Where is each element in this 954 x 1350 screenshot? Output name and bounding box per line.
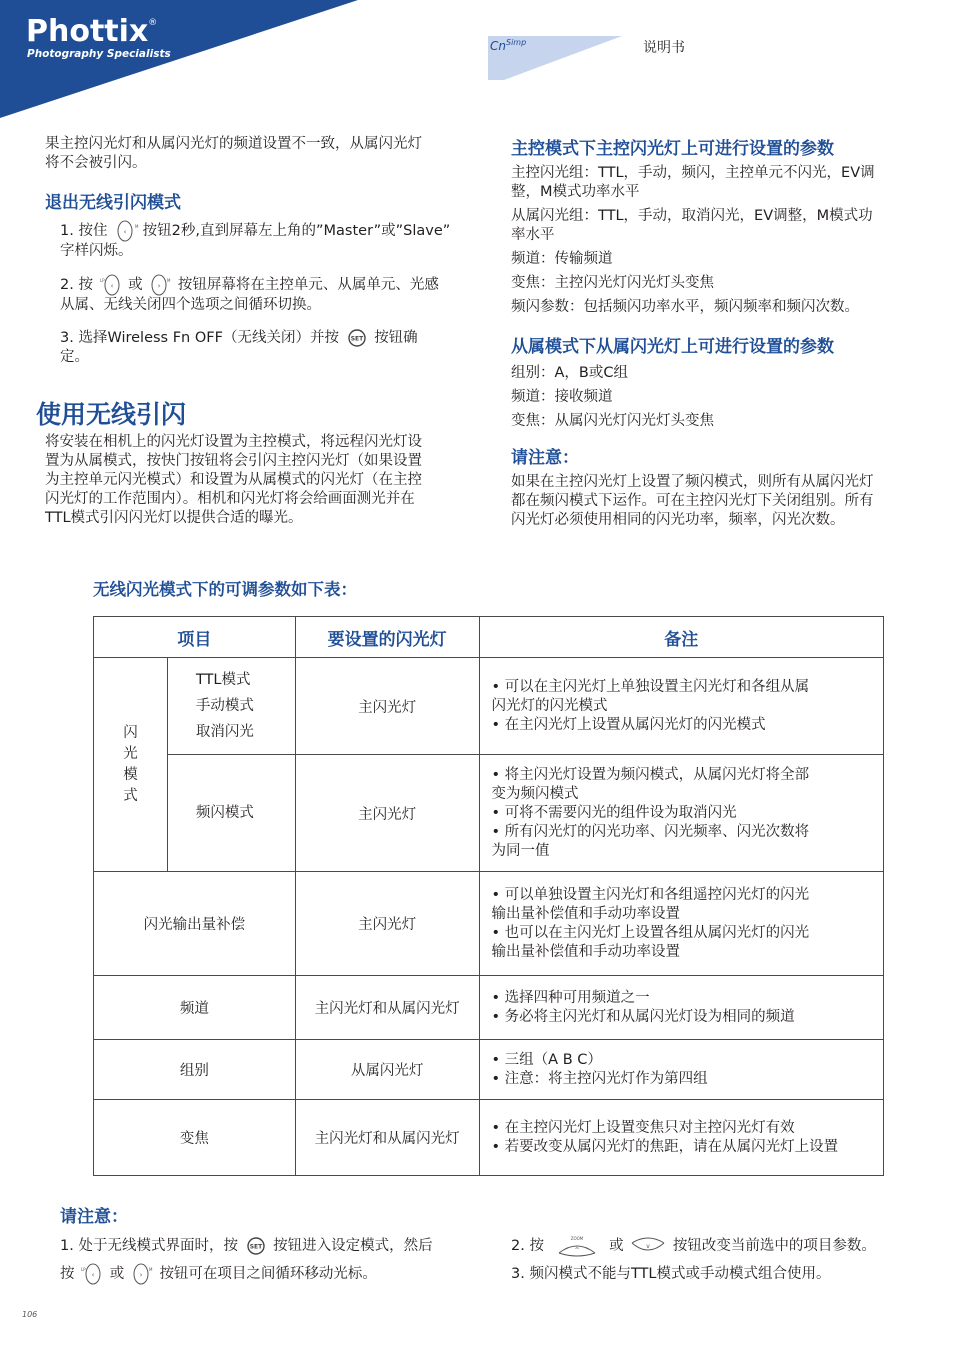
table-row bbox=[94, 658, 884, 755]
notes-cell: • 将主闪光灯设置为频闪模式，从属闪光灯将全部 变为频闪模式 • 可将不需要闪光的组件设为取消闪光 • 所有闪光灯的闪光功率、闪光频率、闪光次数将 为同一值 bbox=[479, 755, 883, 872]
header-notes: 备注 bbox=[479, 617, 883, 658]
item-cell: 组别 bbox=[94, 1040, 296, 1100]
svg-text:M: M bbox=[167, 278, 171, 283]
notes-cell: • 三组（A B C） • 注意：将主控闪光灯作为第四组 bbox=[479, 1040, 883, 1100]
header-item: 项目 bbox=[94, 617, 296, 658]
notes-cell: • 在主控闪光灯上设置变焦只对主控闪光灯有效 • 若要改变从属闪光灯的焦距，请在从属闪光灯上设置 bbox=[479, 1100, 883, 1176]
item-cell: 闪光输出量补偿 bbox=[94, 872, 296, 976]
bottom-note-1: 1. 处于无线模式界面时，按 SET 按钮进入设定模式，然后 按 ‹ LP 或 › M 按钮可在项目之间循环移动光标。 bbox=[60, 1232, 433, 1288]
right-arrow-button-icon bbox=[129, 1263, 155, 1285]
flash-cell: 主闪光灯 bbox=[295, 658, 479, 755]
brand-tagline: Photography Specialists bbox=[27, 48, 171, 60]
master-params-title: 主控模式下主控闪光灯上可进行设置的参数 bbox=[511, 139, 834, 159]
notes-cell: • 可以单独设置主闪光灯和各组遥控闪光灯的闪光 输出量补偿值和手动功率设置 • 也可以在主闪光灯上设置各组从属闪光灯的闪光 输出量补偿值和手动功率设置 bbox=[479, 872, 883, 976]
table-row bbox=[94, 976, 884, 1040]
wireless-params-table bbox=[93, 616, 884, 1176]
master-params-list: 主控闪光组：TTL，手动，频闪，主控单元不闪光，EV调 整，M模式功率水平 从属闪光组：TTL，手动，取消闪光，EV调整，M模式功 率水平 频道：传输频道 变焦：主控闪光灯闪光灯头变焦 频闪参数：包括频闪功率水平，频闪频率和频闪次数。 bbox=[511, 165, 875, 315]
svg-text:M: M bbox=[148, 1267, 153, 1272]
right-note-title: 请注意： bbox=[511, 448, 579, 468]
table-row bbox=[94, 872, 884, 976]
bottom-note-title: 请注意： bbox=[60, 1207, 128, 1227]
intro-text: 果主控闪光灯和从属闪光灯的频道设置不一致，从属闪光灯 将不会被引闪。 bbox=[45, 136, 422, 171]
right-note-body: 如果在主控闪光灯上设置了频闪模式，则所有从属闪光灯 都在频闪模式下运作。可在主控闪光灯下关闭组别。所有 闪光灯必须使用相同的闪光功率，频率，闪光次数。 bbox=[511, 474, 874, 528]
left-arrow-button-icon bbox=[98, 274, 124, 296]
language-tag: $Cn^{Simp}$ bbox=[490, 38, 527, 53]
svg-text:LP: LP bbox=[81, 1267, 86, 1272]
flash-cell: 主闪光灯 bbox=[295, 872, 479, 976]
use-wireless-title: 使用无线引闪 bbox=[36, 400, 187, 429]
flash-modes-cell: TTL模式 手动模式 取消闪光 bbox=[167, 658, 295, 755]
table-row bbox=[94, 1100, 884, 1176]
table-caption: 无线闪光模式下的可调参数如下表： bbox=[93, 580, 357, 599]
svg-text:›: › bbox=[157, 282, 161, 290]
right-arrow-button-icon bbox=[147, 274, 173, 296]
doc-label: 说明书 bbox=[643, 40, 685, 56]
svg-text:M: M bbox=[135, 224, 139, 229]
slave-params-title: 从属模式下从属闪光灯上可进行设置的参数 bbox=[511, 337, 834, 357]
notes-cell: • 可以在主闪光灯上单独设置主闪光灯和各组从属 闪光灯的闪光模式 • 在主闪光灯上设置从属闪光灯的闪光模式 bbox=[479, 658, 883, 755]
svg-text:‹: ‹ bbox=[110, 282, 113, 290]
svg-text:‹: ‹ bbox=[91, 1271, 95, 1279]
strobe-mode-cell: 频闪模式 bbox=[167, 755, 295, 872]
svg-text:LP: LP bbox=[99, 278, 105, 283]
flash-cell: 从属闪光灯 bbox=[295, 1040, 479, 1100]
flash-cell: 主闪光灯和从属闪光灯 bbox=[295, 976, 479, 1040]
table-row bbox=[94, 1040, 884, 1100]
flash-cell: 主闪光灯 bbox=[295, 755, 479, 872]
svg-text:›: › bbox=[139, 1271, 143, 1279]
svg-text:v: v bbox=[646, 1243, 651, 1250]
table-header-row bbox=[94, 617, 884, 658]
notes-cell: • 选择四种可用频道之一 • 务必将主闪光灯和从属闪光灯设为相同的频道 bbox=[479, 976, 883, 1040]
item-cell: 变焦 bbox=[94, 1100, 296, 1176]
svg-text:‹: ‹ bbox=[123, 228, 127, 236]
zoom-up-button-icon bbox=[549, 1235, 605, 1257]
flash-cell: 主闪光灯和从属闪光灯 bbox=[295, 1100, 479, 1176]
bottom-note-2-3: 2. 按 ZOOM ^ 或 v 按钮改变当前选中的项目参数。 3. 频闪模式不能与TTL模式或手动模式组合使用。 bbox=[511, 1236, 876, 1282]
exit-wireless-title: 退出无线引闪模式 bbox=[45, 193, 181, 213]
svg-text:ZOOM: ZOOM bbox=[570, 1236, 583, 1241]
use-wireless-body: 将安装在相机上的闪光灯设置为主控模式，将远程闪光灯设 置为从属模式，按快门按钮将会引闪主控闪光灯（如果设置 为主控单元闪光模式）和设置为从属模式的闪光灯（在主控 闪光灯的工作范围内）。相机和闪光灯将会给画面测光并在 TTL模式引闪闪光灯以提供合适的曝光。 bbox=[45, 434, 422, 526]
down-button-icon bbox=[628, 1235, 668, 1257]
svg-text:SET: SET bbox=[350, 335, 363, 343]
header-flash: 要设置的闪光灯 bbox=[295, 617, 479, 658]
table-row bbox=[94, 755, 884, 872]
left-arrow-button-icon bbox=[79, 1263, 105, 1285]
item-cell: 频道 bbox=[94, 976, 296, 1040]
page-number: 106 bbox=[22, 1310, 38, 1319]
svg-text:^: ^ bbox=[574, 1247, 580, 1254]
flash-mode-label: 闪 光 模 式 bbox=[94, 658, 168, 872]
exit-step-2: 2. 按 ‹ LP 或 › M 按钮屏幕将在主控单元、从属单元、光感 从属、无线关闭四个选项之间循环切换。 bbox=[60, 274, 439, 315]
exit-step-1: 1. 按住 ‹ M 按钮2秒,直到屏幕左上角的”Master”或”Slave” 字样闪烁。 bbox=[60, 220, 450, 261]
svg-text:SET: SET bbox=[249, 1243, 262, 1251]
set-button-icon bbox=[243, 1236, 269, 1256]
set-button-icon bbox=[344, 328, 370, 348]
exit-step-3: 3. 选择Wireless Fn OFF（无线关闭）并按 SET 按钮确 定。 bbox=[60, 330, 418, 365]
brand-logo: Phottix® bbox=[26, 14, 158, 49]
slave-params-list: 组别：A，B或C组 频道：接收频道 变焦：从属闪光灯闪光灯头变焦 bbox=[511, 365, 714, 429]
mode-left-button-icon bbox=[112, 220, 138, 242]
